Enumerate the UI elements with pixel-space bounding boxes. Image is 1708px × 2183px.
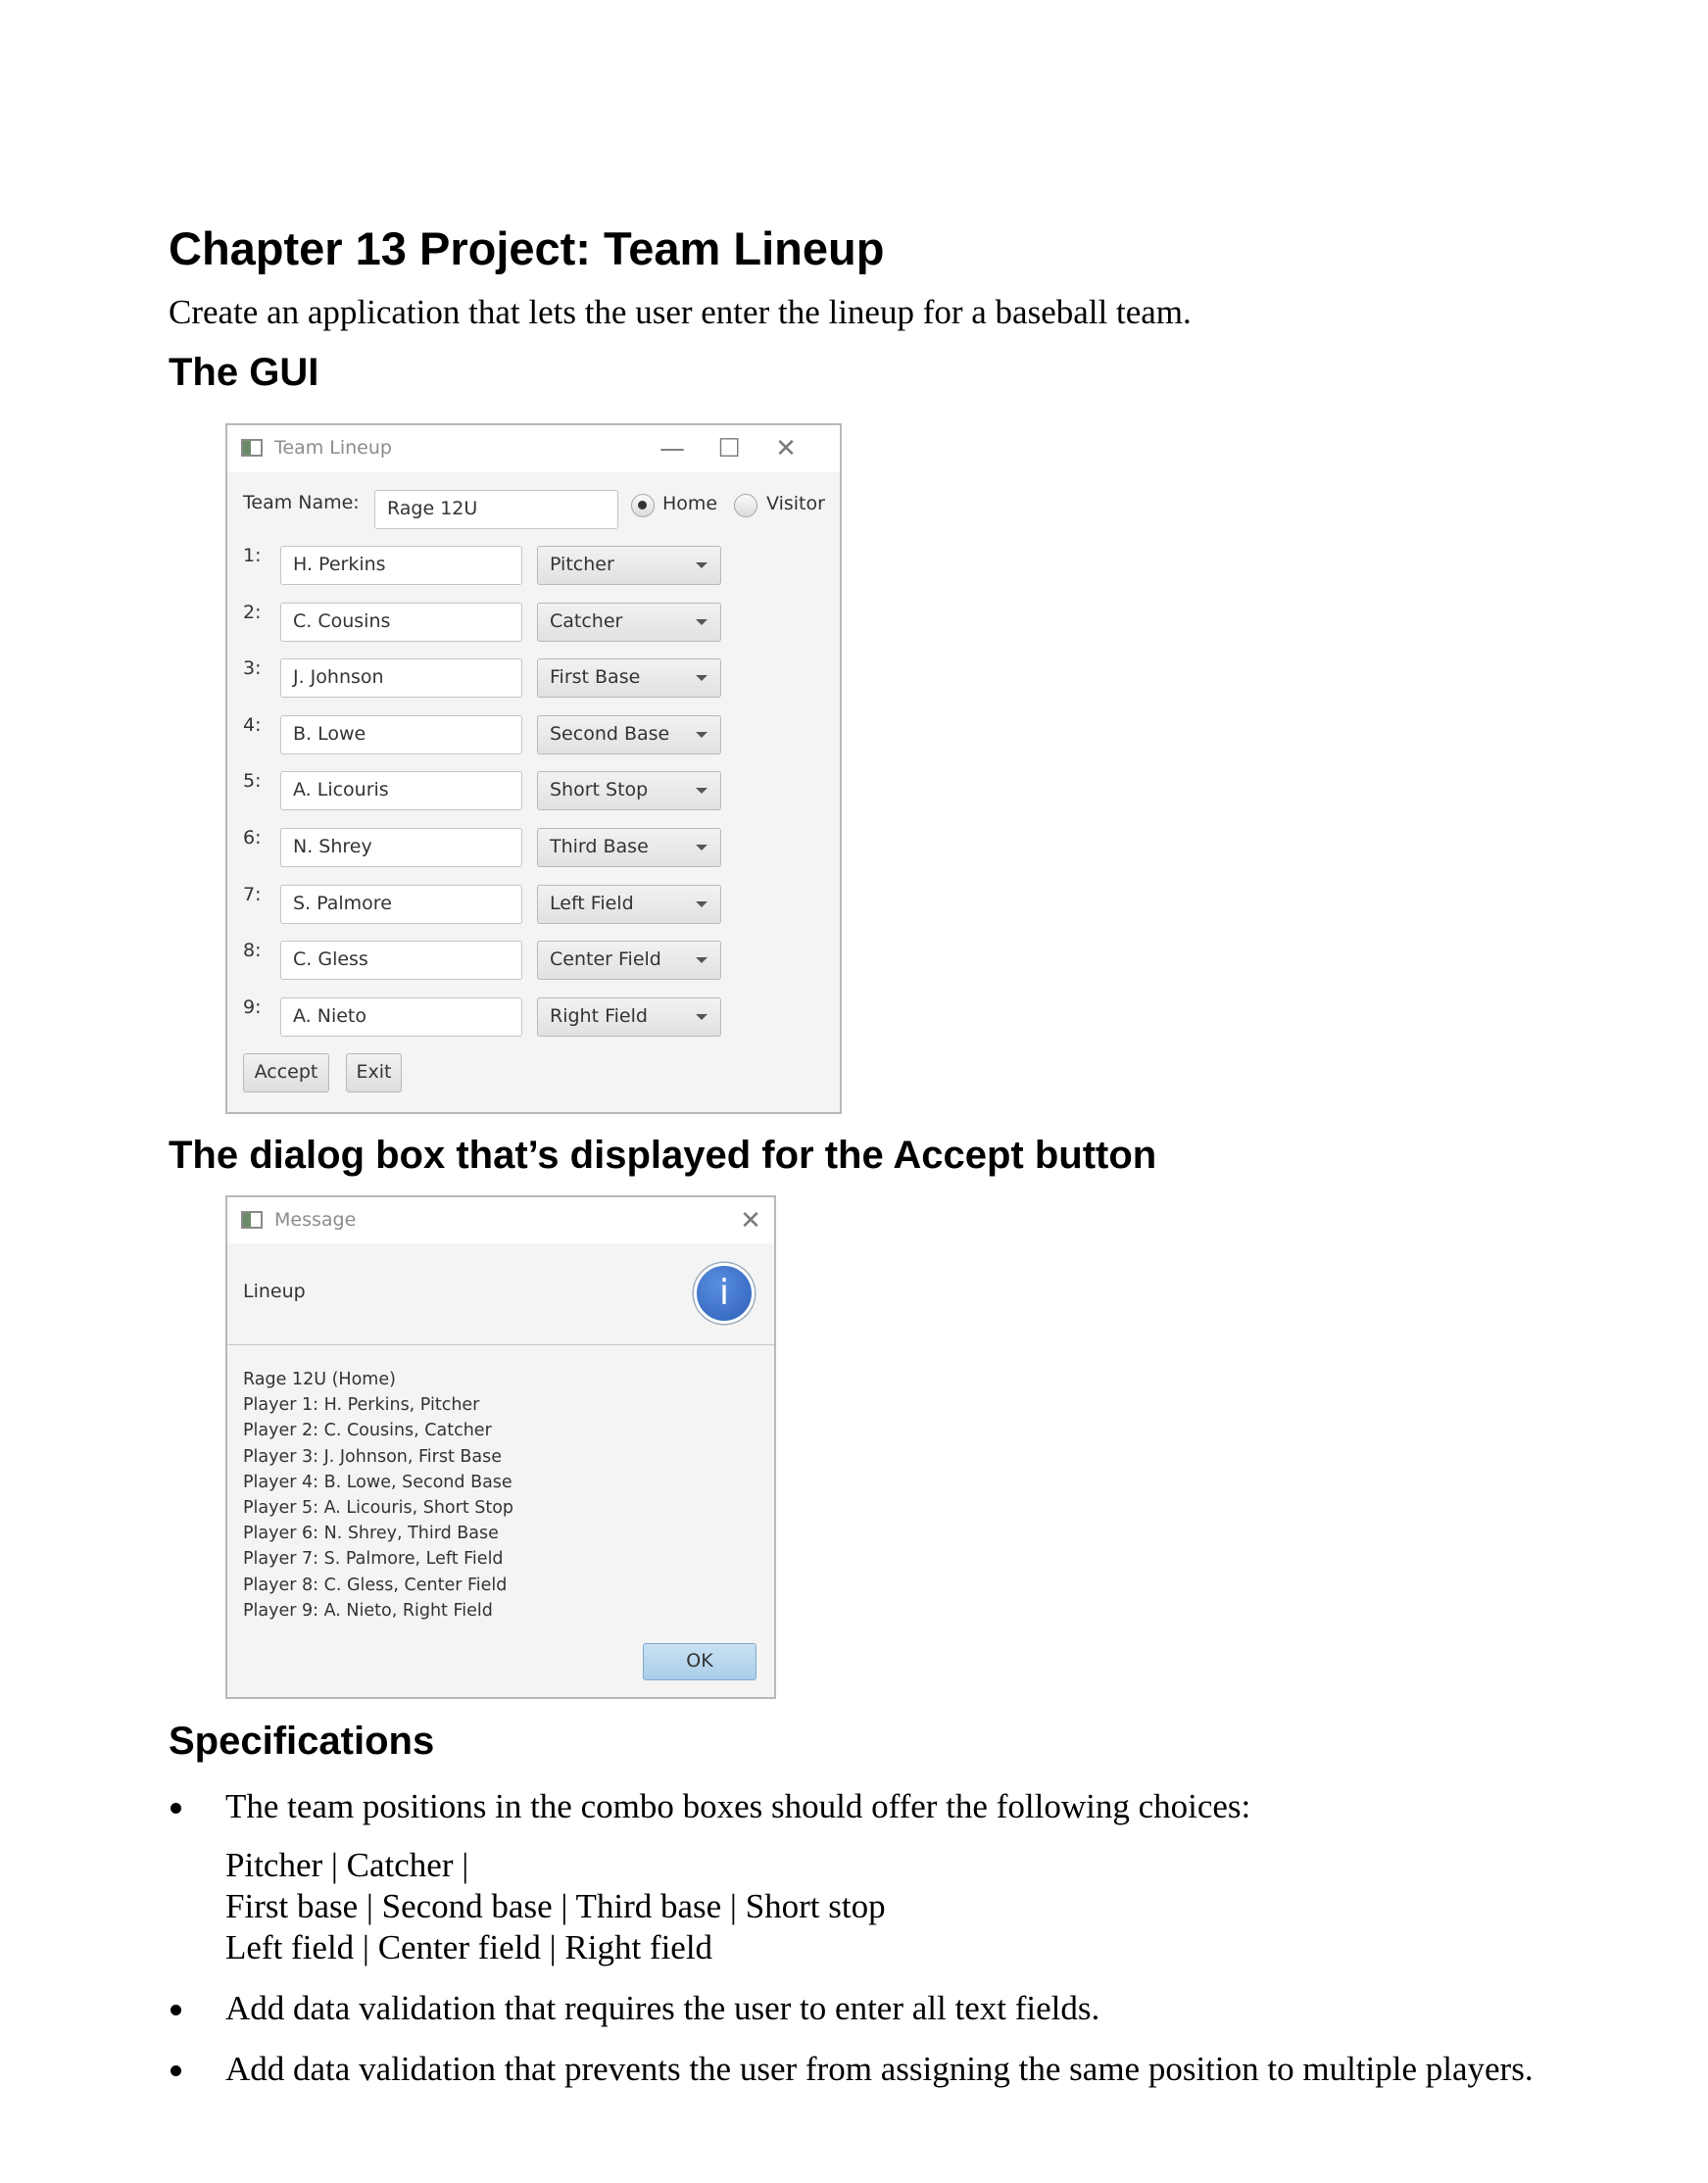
- message-line: Player 8: C. Gless, Center Field: [243, 1575, 508, 1595]
- app-icon: [241, 439, 263, 457]
- home-radio-label[interactable]: Home: [662, 493, 718, 514]
- positions-choices-line: Left field | Center field | Right field: [225, 1928, 713, 1966]
- team-name-input[interactable]: Rage 12U: [374, 490, 618, 529]
- chevron-down-icon: [696, 1014, 708, 1020]
- chevron-down-icon: [696, 901, 708, 907]
- spec-item-positions: The team positions in the combo boxes should offer the following choices:: [225, 1787, 1251, 1825]
- player-number: 2:: [243, 602, 262, 623]
- position-combo-value: Catcher: [550, 610, 623, 632]
- window-title: Team Lineup: [274, 437, 392, 459]
- player-name-input[interactable]: B. Lowe: [280, 715, 522, 754]
- message-line: Player 2: C. Cousins, Catcher: [243, 1421, 492, 1441]
- message-line: Player 5: A. Licouris, Short Stop: [243, 1498, 514, 1519]
- bullet-icon: [171, 1803, 181, 1814]
- player-name-input[interactable]: A. Licouris: [280, 771, 522, 810]
- exit-button[interactable]: Exit: [346, 1053, 402, 1092]
- dialog-header-text: Lineup: [243, 1281, 306, 1302]
- specifications-heading: Specifications: [169, 1720, 435, 1763]
- dialog-header: [227, 1243, 774, 1345]
- gui-heading: The GUI: [169, 351, 319, 394]
- team-lineup-window: [225, 423, 842, 1114]
- position-combo[interactable]: [537, 603, 721, 642]
- chevron-down-icon: [696, 957, 708, 963]
- position-combo-value: Pitcher: [550, 554, 614, 575]
- message-line: Player 4: B. Lowe, Second Base: [243, 1472, 512, 1492]
- position-combo[interactable]: [537, 828, 721, 867]
- position-combo-value: Short Stop: [550, 779, 649, 800]
- player-number: 8:: [243, 940, 262, 961]
- player-number: 9:: [243, 996, 262, 1018]
- title-bar: [227, 425, 840, 472]
- intro-text: Create an application that lets the user enter the lineup for a baseball team.: [169, 293, 1192, 331]
- position-combo-value: Left Field: [550, 893, 634, 914]
- position-combo[interactable]: [537, 771, 721, 810]
- player-name-input[interactable]: J. Johnson: [280, 658, 522, 698]
- player-number: 3:: [243, 657, 262, 679]
- chevron-down-icon: [696, 675, 708, 681]
- player-number: 7:: [243, 884, 262, 905]
- position-combo[interactable]: [537, 941, 721, 980]
- player-name-input[interactable]: C. Cousins: [280, 603, 522, 642]
- message-line: Player 1: H. Perkins, Pitcher: [243, 1395, 480, 1416]
- bullet-icon: [171, 2005, 181, 2015]
- player-name-input[interactable]: A. Nieto: [280, 997, 522, 1037]
- bullet-icon: [171, 2065, 181, 2076]
- team-name-label: Team Name:: [243, 492, 360, 513]
- minimize-icon[interactable]: —: [659, 434, 685, 463]
- radio-selected-dot: [638, 501, 647, 509]
- player-number: 4:: [243, 714, 262, 736]
- position-combo-value: Right Field: [550, 1005, 648, 1027]
- message-dialog: [225, 1195, 776, 1699]
- position-combo[interactable]: [537, 715, 721, 754]
- page-title: Chapter 13 Project: Team Lineup: [169, 222, 885, 274]
- maximize-icon[interactable]: ☐: [717, 434, 741, 463]
- spec-item-position-validation: Add data validation that prevents the user from assigning the same position to multiple players.: [225, 2050, 1534, 2088]
- player-number: 1:: [243, 545, 262, 566]
- position-combo[interactable]: [537, 997, 721, 1037]
- close-icon[interactable]: ✕: [775, 434, 797, 463]
- dialog-title: Message: [274, 1209, 357, 1231]
- position-combo-value: First Base: [550, 666, 641, 688]
- player-number: 5:: [243, 770, 262, 792]
- chevron-down-icon: [696, 732, 708, 738]
- player-name-input[interactable]: S. Palmore: [280, 885, 522, 924]
- message-line: Player 7: S. Palmore, Left Field: [243, 1549, 504, 1570]
- home-radio[interactable]: [631, 494, 655, 517]
- chevron-down-icon: [696, 845, 708, 850]
- player-name-input[interactable]: H. Perkins: [280, 546, 522, 585]
- chevron-down-icon: [696, 619, 708, 625]
- player-name-input[interactable]: C. Gless: [280, 941, 522, 980]
- player-number: 6:: [243, 827, 262, 849]
- position-combo[interactable]: [537, 885, 721, 924]
- spec-item-text-validation: Add data validation that requires the user to enter all text fields.: [225, 1989, 1100, 2027]
- message-line: Rage 12U (Home): [243, 1370, 396, 1389]
- visitor-radio-label[interactable]: Visitor: [766, 493, 825, 514]
- message-line: Player 6: N. Shrey, Third Base: [243, 1524, 499, 1544]
- lineup-message: [243, 1367, 513, 1624]
- chevron-down-icon: [696, 788, 708, 794]
- position-combo-value: Second Base: [550, 723, 670, 745]
- message-line: Player 9: A. Nieto, Right Field: [243, 1600, 493, 1621]
- visitor-radio[interactable]: [734, 494, 757, 517]
- message-line: Player 3: J. Johnson, First Base: [243, 1446, 502, 1467]
- position-combo[interactable]: [537, 658, 721, 698]
- position-combo-value: Third Base: [550, 836, 649, 857]
- app-icon: [241, 1211, 263, 1229]
- dialog-heading: The dialog box that’s displayed for the Accept button: [169, 1134, 1157, 1177]
- dialog-title-bar: [227, 1197, 774, 1243]
- ok-button[interactable]: OK: [643, 1643, 756, 1680]
- accept-button[interactable]: Accept: [243, 1053, 329, 1092]
- positions-choices-line: Pitcher | Catcher |: [225, 1846, 469, 1884]
- position-combo-value: Center Field: [550, 948, 661, 970]
- player-name-input[interactable]: N. Shrey: [280, 828, 522, 867]
- position-combo[interactable]: [537, 546, 721, 585]
- close-icon[interactable]: ✕: [740, 1206, 761, 1236]
- chevron-down-icon: [696, 562, 708, 568]
- info-icon: i: [694, 1263, 755, 1324]
- positions-choices-line: First base | Second base | Third base | Short stop: [225, 1887, 886, 1925]
